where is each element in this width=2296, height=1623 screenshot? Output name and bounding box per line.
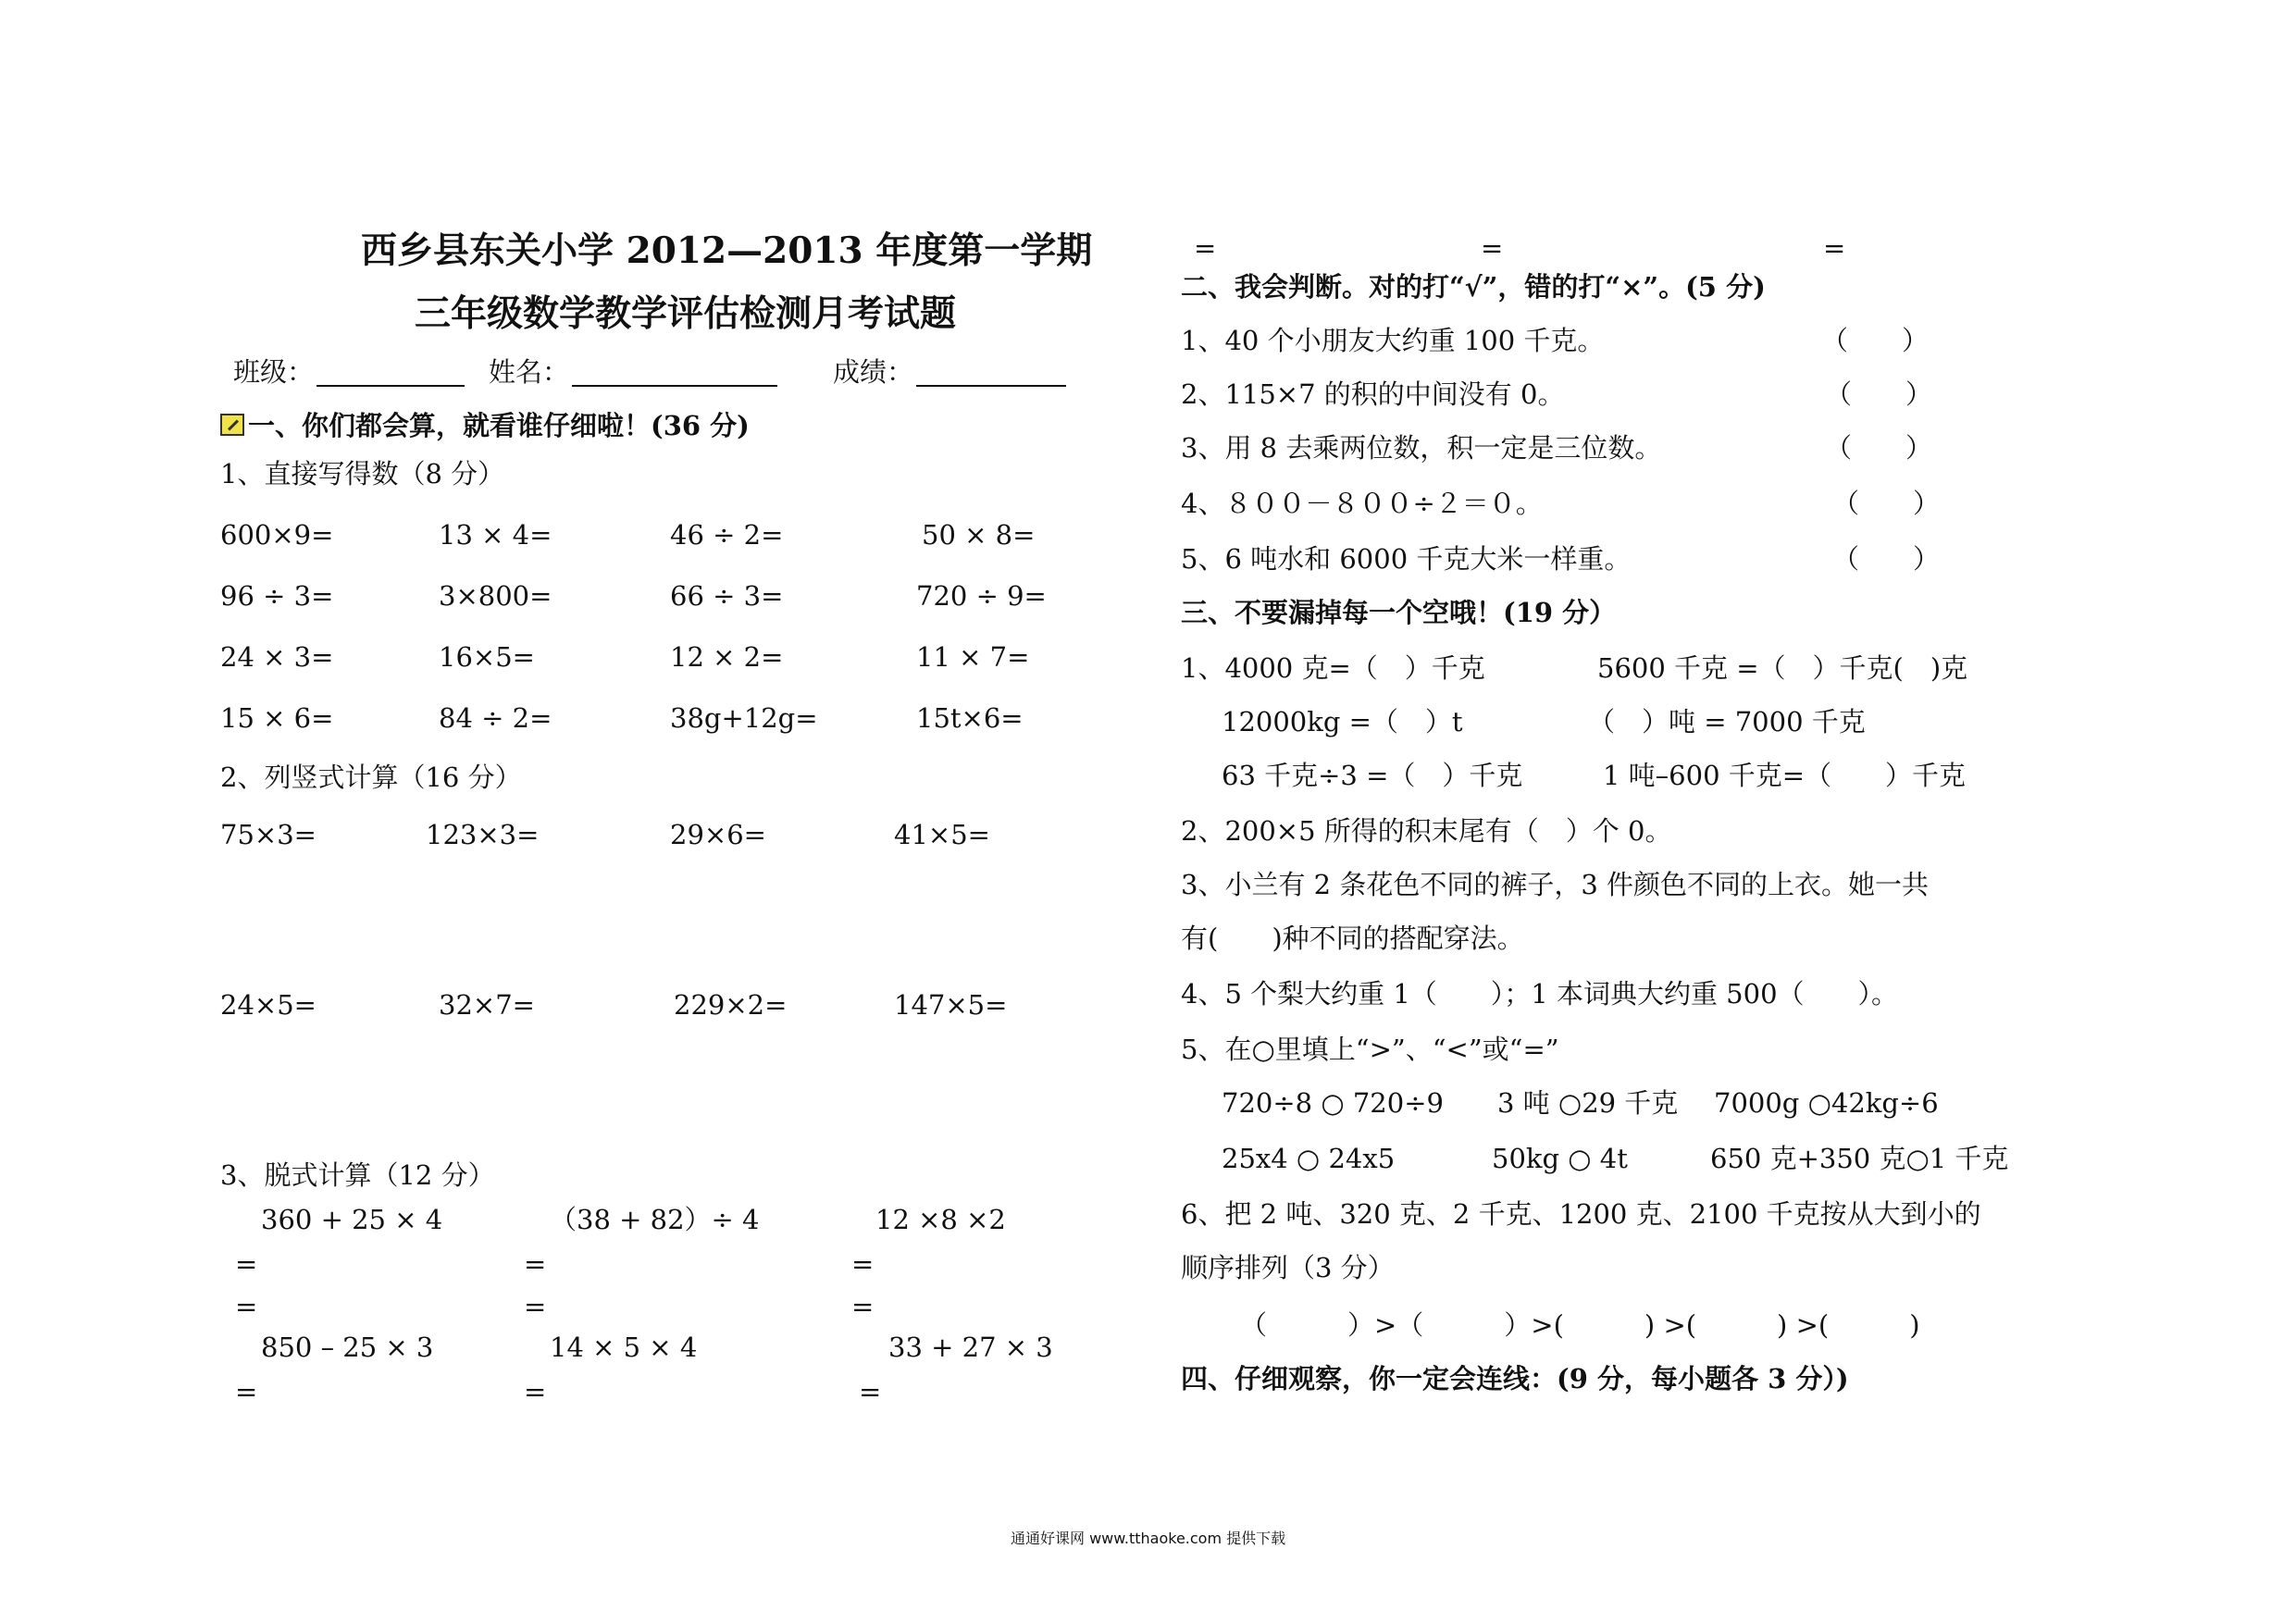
fill-item: 3、小兰有 2 条花色不同的裤子，3 件颜色不同的上衣。她一共 xyxy=(1181,869,1930,900)
fill-item: 有( )种不同的搭配穿法。 xyxy=(1181,923,1524,954)
q2-item: 24×5= xyxy=(220,989,316,1021)
q1-item: 13 × 4= xyxy=(439,519,552,551)
q1-item: 24 × 3= xyxy=(220,641,334,673)
q2-item: 29×6= xyxy=(670,819,766,850)
section-4-title: 四、仔细观察，你一定会连线：(9 分，每小题各 3 分）) xyxy=(1181,1363,1849,1394)
judge-item: 3、用 8 去乘两位数，积一定是三位数。 xyxy=(1181,432,1662,464)
q1-item: 16×5= xyxy=(439,641,535,673)
top-equals: = xyxy=(1481,232,1504,264)
judge-answer[interactable]: （ ） xyxy=(1821,325,1930,356)
compare-item: 650 克+350 克○1 千克 xyxy=(1710,1143,2009,1174)
judge-item: 5、6 吨水和 6000 千克大米一样重。 xyxy=(1181,543,1632,575)
q1-item: 720 ÷ 9= xyxy=(916,580,1047,612)
q3-expression: 33 + 27 × 3 xyxy=(888,1332,1053,1363)
q1-item: 46 ÷ 2= xyxy=(670,519,784,551)
compare-item: 720÷8 ○ 720÷9 xyxy=(1222,1087,1444,1119)
judge-answer[interactable]: （ ） xyxy=(1825,378,1933,410)
top-equals: = xyxy=(1823,232,1846,264)
q3-equals: = xyxy=(235,1291,258,1322)
q1-item: 66 ÷ 3= xyxy=(670,580,784,612)
compare-item: 7000g ○42kg÷6 xyxy=(1714,1087,1939,1119)
q1-item: 3×800= xyxy=(439,580,552,612)
q1-item: 600×9= xyxy=(220,519,334,551)
exam-title: 西乡县东关小学 2012—2013 年度第一学期 xyxy=(361,229,1093,272)
score-label: 成绩： xyxy=(833,356,914,388)
q1-item: 84 ÷ 2= xyxy=(439,702,552,734)
q2-item: 32×7= xyxy=(439,989,535,1021)
judge-answer[interactable]: （ ） xyxy=(1825,432,1933,464)
q1-item: 15t×6= xyxy=(916,702,1024,734)
q2-item: 41×5= xyxy=(894,819,990,850)
fill-item: 6、把 2 吨、320 克、2 千克、1200 克、2100 千克按从大到小的 xyxy=(1181,1198,1981,1230)
q1-item: 12 × 2= xyxy=(670,641,784,673)
q3-title: 3、脱式计算（12 分） xyxy=(220,1159,495,1191)
q3-equals: = xyxy=(235,1376,258,1407)
q1-item: 15 × 6= xyxy=(220,702,334,734)
q3-equals: = xyxy=(524,1376,547,1407)
q1-item: 96 ÷ 3= xyxy=(220,580,334,612)
footer-credit: 通通好课网 www.tthaoke.com 提供下载 xyxy=(1011,1530,1286,1547)
exam-subtitle: 三年级数学教学评估检测月考试题 xyxy=(415,292,957,335)
judge-item: 2、115×7 的积的中间没有 0。 xyxy=(1181,378,1565,410)
q3-expression: （38 + 82）÷ 4 xyxy=(550,1204,760,1235)
section-2-title: 二、我会判断。对的打“√”，错的打“×”。(5 分) xyxy=(1181,271,1766,303)
q3-equals: = xyxy=(235,1248,258,1280)
top-equals: = xyxy=(1194,232,1217,264)
pencil-icon xyxy=(220,414,244,436)
compare-item: 50kg ○ 4t xyxy=(1492,1143,1628,1174)
q3-expression: 14 × 5 × 4 xyxy=(550,1332,698,1363)
judge-answer[interactable]: （ ） xyxy=(1832,488,1941,519)
q2-item: 229×2= xyxy=(674,989,788,1021)
score-blank[interactable] xyxy=(916,385,1066,387)
q1-title: 1、直接写得数（8 分） xyxy=(220,458,505,489)
order-answer-line[interactable]: （ ）>（ ）>( ) >( ) >( ) xyxy=(1240,1309,1920,1341)
fill-item: 1 吨–600 千克=（ ）千克 xyxy=(1603,760,1967,791)
fill-item: 1、4000 克=（ ）千克 xyxy=(1181,652,1485,684)
name-label: 姓名： xyxy=(489,356,570,388)
judge-item: 1、40 个小朋友大约重 100 千克。 xyxy=(1181,325,1605,356)
judge-item: 4、８００－８００÷２＝０。 xyxy=(1181,488,1543,519)
fill-item: 5600 千克 =（ ）千克( )克 xyxy=(1597,652,1968,684)
fill-item: 4、5 个梨大约重 1（ ）；1 本词典大约重 500（ ）。 xyxy=(1181,978,1899,1010)
section-1-title: 一、你们都会算，就看谁仔细啦！(36 分) xyxy=(248,410,750,441)
q3-expression: 360 + 25 × 4 xyxy=(261,1204,443,1235)
q1-item: 38g+12g= xyxy=(670,702,818,734)
q3-expression: 12 ×8 ×2 xyxy=(875,1204,1006,1235)
q3-expression: 850 – 25 × 3 xyxy=(261,1332,434,1363)
q3-equals: = xyxy=(851,1291,875,1322)
fill-item: 12000kg =（ ）t xyxy=(1222,706,1463,737)
class-blank[interactable] xyxy=(316,385,465,387)
fill-item: 2、200×5 所得的积末尾有（ ）个 0。 xyxy=(1181,815,1672,847)
section-3-title: 三、不要漏掉每一个空哦！(19 分） xyxy=(1181,597,1617,628)
q2-item: 123×3= xyxy=(426,819,540,850)
q3-equals: = xyxy=(859,1376,882,1407)
q2-item: 75×3= xyxy=(220,819,316,850)
compare-item: 3 吨 ○29 千克 xyxy=(1497,1087,1679,1119)
fill-item: （ ）吨 = 7000 千克 xyxy=(1588,706,1866,737)
compare-item: 25x4 ○ 24x5 xyxy=(1222,1143,1396,1174)
q2-title: 2、列竖式计算（16 分） xyxy=(220,762,522,793)
class-label: 班级： xyxy=(233,356,315,388)
q3-equals: = xyxy=(524,1291,547,1322)
fill-item: 5、在○里填上“>”、“<”或“=” xyxy=(1181,1034,1559,1065)
fill-item: 顺序排列（3 分） xyxy=(1181,1252,1395,1283)
q3-equals: = xyxy=(851,1248,875,1280)
q3-equals: = xyxy=(524,1248,547,1280)
judge-answer[interactable]: （ ） xyxy=(1832,543,1941,575)
q2-item: 147×5= xyxy=(894,989,1008,1021)
name-blank[interactable] xyxy=(572,385,777,387)
fill-item: 63 千克÷3 =（ ）千克 xyxy=(1222,760,1523,791)
q1-item: 50 × 8= xyxy=(922,519,1036,551)
q1-item: 11 × 7= xyxy=(916,641,1030,673)
